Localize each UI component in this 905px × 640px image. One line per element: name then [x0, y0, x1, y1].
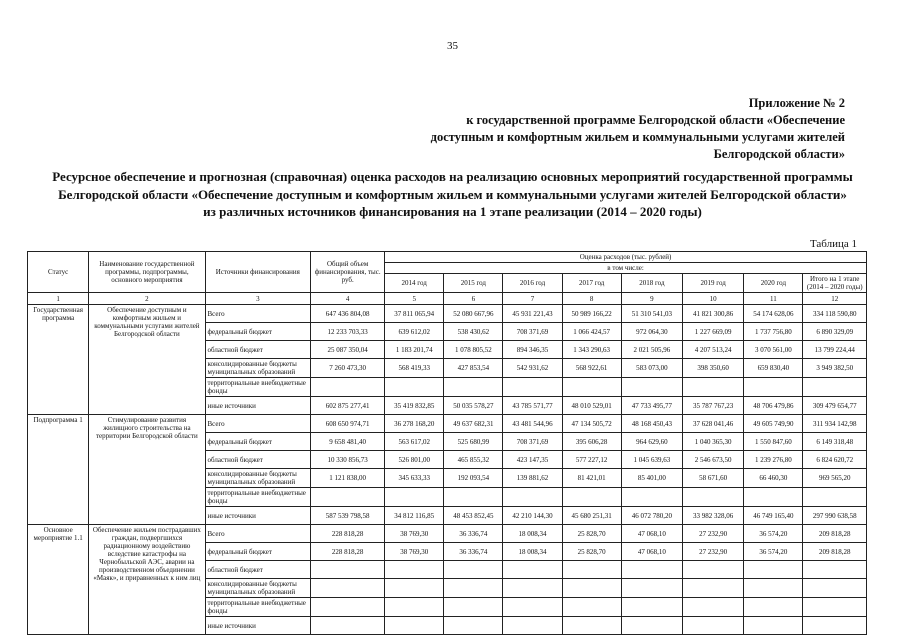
value-cell	[311, 579, 385, 598]
value-cell: 542 931,62	[503, 359, 562, 378]
value-cell	[621, 598, 682, 617]
value-cell: 85 401,00	[621, 469, 682, 488]
value-cell	[683, 378, 744, 397]
value-cell: 708 371,69	[503, 323, 562, 341]
document-title	[20, 168, 885, 221]
value-cell: 587 539 798,58	[311, 507, 385, 525]
value-cell	[683, 488, 744, 507]
value-cell	[503, 598, 562, 617]
value-cell: 37 811 065,94	[385, 305, 444, 323]
value-cell: 37 628 041,46	[683, 415, 744, 433]
value-cell: 25 828,70	[562, 543, 621, 561]
source-cell: областной бюджет	[205, 561, 311, 579]
value-cell	[562, 378, 621, 397]
value-cell: 47 733 495,77	[621, 397, 682, 415]
value-cell	[503, 579, 562, 598]
value-cell	[444, 378, 503, 397]
value-cell: 58 671,60	[683, 469, 744, 488]
header-year: 2020 год	[744, 274, 803, 293]
value-cell: 33 982 328,06	[683, 507, 744, 525]
value-cell: 34 812 116,85	[385, 507, 444, 525]
value-cell	[385, 617, 444, 635]
value-cell: 54 174 628,06	[744, 305, 803, 323]
value-cell: 25 828,70	[562, 525, 621, 543]
value-cell: 427 853,54	[444, 359, 503, 378]
source-cell: консолидированные бюджеты муниципальных образований	[205, 469, 311, 488]
header-year: Итого на 1 этапе (2014 – 2020 годы)	[803, 274, 867, 293]
value-cell: 192 093,54	[444, 469, 503, 488]
value-cell: 52 080 667,96	[444, 305, 503, 323]
value-cell	[621, 488, 682, 507]
header-total: Общий объем финансирования, тыс. руб.	[311, 252, 385, 293]
value-cell: 12 233 703,33	[311, 323, 385, 341]
funding-table	[27, 251, 867, 635]
value-cell: 1 066 424,57	[562, 323, 621, 341]
value-cell: 25 087 350,04	[311, 341, 385, 359]
value-cell	[311, 598, 385, 617]
value-cell: 49 605 749,90	[744, 415, 803, 433]
value-cell: 50 035 578,27	[444, 397, 503, 415]
value-cell: 43 481 544,96	[503, 415, 562, 433]
value-cell: 6 824 620,72	[803, 451, 867, 469]
source-cell: территориальные внебюджетные фонды	[205, 488, 311, 507]
value-cell	[621, 561, 682, 579]
header-source: Источники финансирования	[205, 252, 311, 293]
value-cell: 608 650 974,71	[311, 415, 385, 433]
appendix-line: Белгородской области»	[713, 147, 845, 161]
column-number: 12	[803, 293, 867, 305]
value-cell: 563 617,02	[385, 433, 444, 451]
status-cell: Подпрограмма 1	[28, 415, 89, 525]
value-cell: 1 227 669,09	[683, 323, 744, 341]
source-cell: федеральный бюджет	[205, 323, 311, 341]
header-including: в том числе:	[385, 263, 867, 274]
value-cell	[385, 488, 444, 507]
value-cell: 36 574,20	[744, 525, 803, 543]
source-cell: федеральный бюджет	[205, 543, 311, 561]
value-cell: 36 336,74	[444, 525, 503, 543]
source-cell: иные источники	[205, 397, 311, 415]
value-cell: 228 818,28	[311, 525, 385, 543]
source-cell: Всего	[205, 525, 311, 543]
value-cell	[803, 561, 867, 579]
value-cell: 659 830,40	[744, 359, 803, 378]
value-cell: 228 818,28	[311, 543, 385, 561]
value-cell: 48 706 479,86	[744, 397, 803, 415]
value-cell: 7 260 473,30	[311, 359, 385, 378]
value-cell: 35 787 767,23	[683, 397, 744, 415]
value-cell: 18 008,34	[503, 525, 562, 543]
value-cell: 972 064,30	[621, 323, 682, 341]
value-cell: 66 460,30	[744, 469, 803, 488]
value-cell: 309 479 654,77	[803, 397, 867, 415]
value-cell	[803, 378, 867, 397]
source-cell: областной бюджет	[205, 341, 311, 359]
value-cell: 2 546 673,50	[683, 451, 744, 469]
source-cell: территориальные внебюджетные фонды	[205, 378, 311, 397]
value-cell	[503, 617, 562, 635]
column-number: 1	[28, 293, 89, 305]
table-row	[28, 525, 867, 543]
value-cell	[444, 598, 503, 617]
column-number: 11	[744, 293, 803, 305]
value-cell: 708 371,69	[503, 433, 562, 451]
value-cell: 46 072 780,20	[621, 507, 682, 525]
value-cell: 395 606,28	[562, 433, 621, 451]
value-cell: 48 168 450,43	[621, 415, 682, 433]
value-cell: 48 453 852,45	[444, 507, 503, 525]
value-cell: 465 855,32	[444, 451, 503, 469]
value-cell: 345 633,33	[385, 469, 444, 488]
value-cell	[562, 488, 621, 507]
value-cell	[503, 378, 562, 397]
source-cell: федеральный бюджет	[205, 433, 311, 451]
source-cell: иные источники	[205, 507, 311, 525]
value-cell: 577 227,12	[562, 451, 621, 469]
appendix-line: доступным и комфортным жильем и коммунальными услугами жителей	[430, 130, 845, 144]
value-cell: 38 769,30	[385, 543, 444, 561]
value-cell: 1 239 276,80	[744, 451, 803, 469]
source-cell: территориальные внебюджетные фонды	[205, 598, 311, 617]
value-cell: 1 737 756,80	[744, 323, 803, 341]
status-cell: Государственная программа	[28, 305, 89, 415]
status-cell: Основное мероприятие 1.1	[28, 525, 89, 635]
column-number: 3	[205, 293, 311, 305]
column-numbers-row	[28, 293, 867, 305]
value-cell: 583 073,00	[621, 359, 682, 378]
name-cell: Стимулирование развития жилищного строительства на территории Белгородской области	[89, 415, 205, 525]
value-cell: 48 010 529,01	[562, 397, 621, 415]
value-cell	[385, 598, 444, 617]
header-year: 2019 год	[683, 274, 744, 293]
value-cell	[683, 617, 744, 635]
value-cell: 568 419,33	[385, 359, 444, 378]
column-number: 2	[89, 293, 205, 305]
value-cell: 47 134 505,72	[562, 415, 621, 433]
source-cell: Всего	[205, 415, 311, 433]
title-line: Ресурсное обеспечение и прогнозная (справочная) оценка расходов на реализацию основных мероприятий государственной программы	[52, 169, 853, 184]
value-cell: 311 934 142,98	[803, 415, 867, 433]
value-cell: 525 680,99	[444, 433, 503, 451]
value-cell	[621, 378, 682, 397]
table-row	[28, 415, 867, 433]
name-cell: Обеспечение доступным и комфортным жильем и коммунальными услугами жителей Белгородской области	[89, 305, 205, 415]
value-cell	[744, 488, 803, 507]
value-cell: 50 989 166,22	[562, 305, 621, 323]
value-cell: 1 550 847,60	[744, 433, 803, 451]
value-cell	[803, 598, 867, 617]
page-number: 35	[447, 40, 458, 52]
value-cell	[744, 579, 803, 598]
value-cell: 10 330 856,73	[311, 451, 385, 469]
value-cell	[803, 617, 867, 635]
value-cell	[444, 488, 503, 507]
value-cell: 51 310 541,03	[621, 305, 682, 323]
value-cell: 526 801,00	[385, 451, 444, 469]
value-cell: 9 658 481,40	[311, 433, 385, 451]
appendix-line: Приложение № 2	[748, 96, 845, 110]
value-cell: 398 350,60	[683, 359, 744, 378]
value-cell: 3 070 561,00	[744, 341, 803, 359]
value-cell: 297 990 638,58	[803, 507, 867, 525]
value-cell	[803, 488, 867, 507]
column-number: 4	[311, 293, 385, 305]
header-year: 2017 год	[562, 274, 621, 293]
value-cell: 568 922,61	[562, 359, 621, 378]
value-cell: 42 210 144,30	[503, 507, 562, 525]
title-line: Белгородской области «Обеспечение доступным и комфортным жильем и коммунальными услугами жителей Белгородской области»	[58, 186, 847, 202]
value-cell: 647 436 804,08	[311, 305, 385, 323]
header-year: 2014 год	[385, 274, 444, 293]
value-cell	[562, 617, 621, 635]
value-cell: 4 207 513,24	[683, 341, 744, 359]
value-cell: 1 343 290,63	[562, 341, 621, 359]
column-number: 8	[562, 293, 621, 305]
value-cell: 1 040 365,30	[683, 433, 744, 451]
value-cell: 3 949 382,50	[803, 359, 867, 378]
column-number: 7	[503, 293, 562, 305]
value-cell: 46 749 165,40	[744, 507, 803, 525]
value-cell: 1 078 805,52	[444, 341, 503, 359]
value-cell: 35 419 832,85	[385, 397, 444, 415]
column-number: 10	[683, 293, 744, 305]
header-name: Наименование государственной программы, подпрограммы, основного мероприятия	[89, 252, 205, 293]
value-cell: 964 629,60	[621, 433, 682, 451]
value-cell: 209 818,28	[803, 525, 867, 543]
value-cell: 334 118 590,80	[803, 305, 867, 323]
value-cell	[503, 488, 562, 507]
value-cell: 18 008,34	[503, 543, 562, 561]
value-cell	[621, 579, 682, 598]
value-cell	[562, 598, 621, 617]
value-cell: 45 931 221,43	[503, 305, 562, 323]
value-cell: 894 346,35	[503, 341, 562, 359]
value-cell: 36 278 168,20	[385, 415, 444, 433]
value-cell	[744, 598, 803, 617]
appendix-heading	[425, 95, 845, 163]
source-cell: Всего	[205, 305, 311, 323]
value-cell: 27 232,90	[683, 543, 744, 561]
header-year: 2016 год	[503, 274, 562, 293]
value-cell	[744, 617, 803, 635]
value-cell: 538 430,62	[444, 323, 503, 341]
value-cell: 13 799 224,44	[803, 341, 867, 359]
value-cell: 423 147,35	[503, 451, 562, 469]
value-cell	[803, 579, 867, 598]
value-cell: 47 068,10	[621, 543, 682, 561]
source-cell: иные источники	[205, 617, 311, 635]
value-cell	[444, 579, 503, 598]
value-cell: 27 232,90	[683, 525, 744, 543]
value-cell	[683, 561, 744, 579]
value-cell: 639 612,02	[385, 323, 444, 341]
value-cell	[503, 561, 562, 579]
value-cell: 38 769,30	[385, 525, 444, 543]
value-cell: 81 421,01	[562, 469, 621, 488]
value-cell	[683, 598, 744, 617]
name-cell: Обеспечение жильем пострадавших граждан, подвергшихся радиационному воздействию вследствие катастрофы на Чернобыльской АЭС, аварии на производственном объединении «Маяк», и приравненных к ним лиц	[89, 525, 205, 635]
value-cell	[683, 579, 744, 598]
header-estimate: Оценка расходов (тыс. рублей)	[385, 252, 867, 263]
value-cell: 209 818,28	[803, 543, 867, 561]
value-cell: 602 875 277,41	[311, 397, 385, 415]
value-cell	[311, 488, 385, 507]
value-cell: 41 821 300,86	[683, 305, 744, 323]
source-cell: консолидированные бюджеты муниципальных образований	[205, 359, 311, 378]
value-cell	[311, 617, 385, 635]
value-cell: 969 565,20	[803, 469, 867, 488]
column-number: 6	[444, 293, 503, 305]
value-cell	[311, 378, 385, 397]
value-cell	[444, 561, 503, 579]
value-cell: 1 121 838,00	[311, 469, 385, 488]
value-cell: 139 881,62	[503, 469, 562, 488]
value-cell: 2 021 505,96	[621, 341, 682, 359]
appendix-line: к государственной программе Белгородской области «Обеспечение	[466, 113, 845, 127]
table-row	[28, 305, 867, 323]
value-cell: 45 680 251,31	[562, 507, 621, 525]
table-label: Таблица 1	[809, 238, 857, 250]
header-year: 2018 год	[621, 274, 682, 293]
header-status: Статус	[28, 252, 89, 293]
value-cell: 47 068,10	[621, 525, 682, 543]
value-cell: 6 890 329,09	[803, 323, 867, 341]
column-number: 5	[385, 293, 444, 305]
value-cell	[385, 378, 444, 397]
value-cell: 1 045 639,63	[621, 451, 682, 469]
source-cell: областной бюджет	[205, 451, 311, 469]
value-cell	[621, 617, 682, 635]
value-cell: 6 149 318,48	[803, 433, 867, 451]
value-cell	[444, 617, 503, 635]
title-line: из различных источников финансирования на 1 этапе реализации (2014 – 2020 годы)	[203, 204, 702, 219]
value-cell: 36 336,74	[444, 543, 503, 561]
value-cell: 43 785 571,77	[503, 397, 562, 415]
value-cell: 1 183 201,74	[385, 341, 444, 359]
value-cell: 49 637 682,31	[444, 415, 503, 433]
header-year: 2015 год	[444, 274, 503, 293]
value-cell	[385, 561, 444, 579]
value-cell: 36 574,20	[744, 543, 803, 561]
value-cell	[562, 579, 621, 598]
value-cell	[562, 561, 621, 579]
value-cell	[744, 561, 803, 579]
value-cell	[744, 378, 803, 397]
source-cell: консолидированные бюджеты муниципальных образований	[205, 579, 311, 598]
value-cell	[311, 561, 385, 579]
value-cell	[385, 579, 444, 598]
column-number: 9	[621, 293, 682, 305]
